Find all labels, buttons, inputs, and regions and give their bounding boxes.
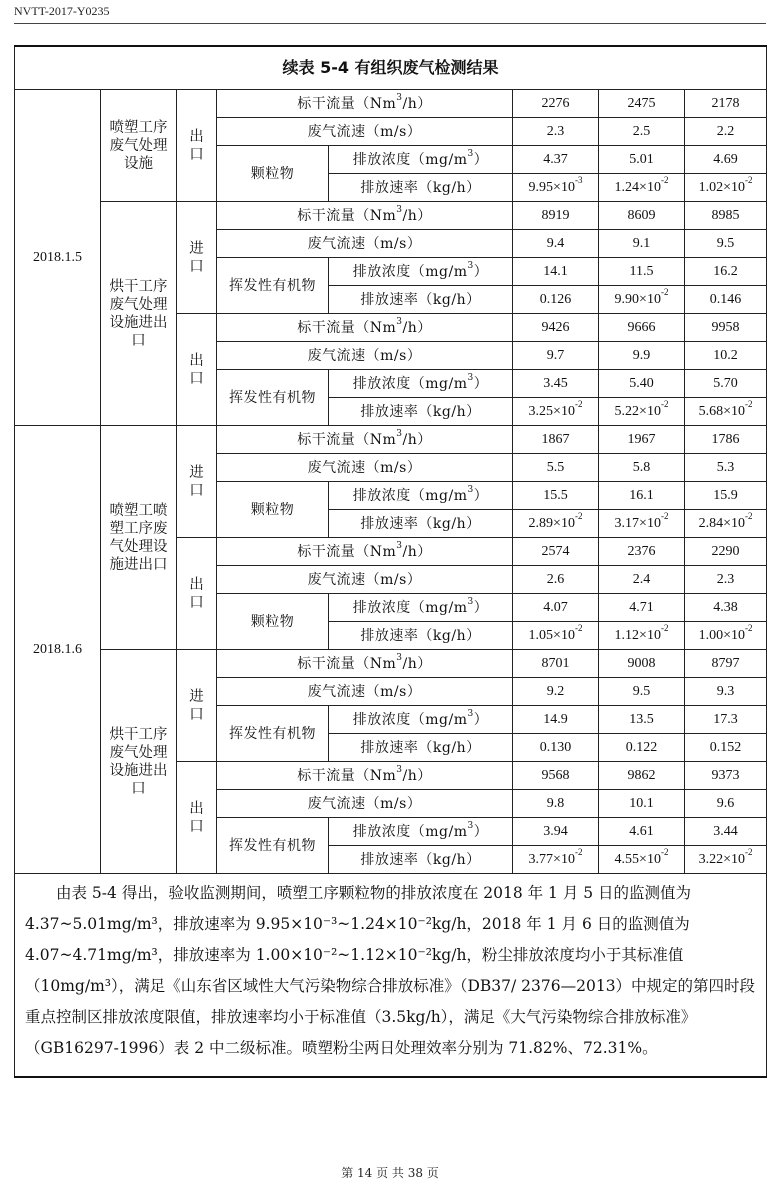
parameter-cell: 排放速率（kg/h） [329, 622, 513, 650]
summary-paragraph: 由表 5-4 得出，验收监测期间，喷塑工序颗粒物的排放浓度在 2018 年 1 月 5 日的监测值为 4.37~5.01mg/m³，排放速率为 9.95×10⁻³~1.24×10⁻²kg/h，2018 年 1 月 6 日的监测值为 4.07~4.71mg/m³，排放速率为 1.00×10⁻²~1.12×10⁻²kg/h，粉尘排放浓度均小于其标准值（10mg/m³），满足《山东省区域性大气污染物综合排放标准》（DB37/ 2376—2013）中规定的第四时段重点控制区排放浓度限值，排放速率均小于标准值（3.5kg/h），满足《大气污染物综合排放标准》（GB16297-1996）表 2 中二级标准。喷塑粉尘两日处理效率分别为 71.82%、72.31%。 [25, 884, 756, 1057]
parameter-cell: 标干流量（Nm$^3$/h） [217, 426, 513, 454]
value-cell: 9.4 [513, 230, 599, 258]
value-cell: 15.5 [513, 482, 599, 510]
value-cell: $1.02\times 10^{-2}$ [685, 174, 767, 202]
port-cell: 出 口 [177, 762, 217, 874]
value-cell: 9568 [513, 762, 599, 790]
parameter-cell: 废气流速（m/s） [217, 118, 513, 146]
parameter-cell: 废气流速（m/s） [217, 678, 513, 706]
value-cell: 9008 [599, 650, 685, 678]
table-row [15, 426, 767, 454]
value-cell: 9.2 [513, 678, 599, 706]
parameter-cell: 排放浓度$(mg/m^3)$ [329, 594, 513, 622]
parameter-cell: 废气流速（m/s） [217, 566, 513, 594]
parameter-cell: 排放速率（kg/h） [329, 174, 513, 202]
value-cell: 8701 [513, 650, 599, 678]
parameter-cell: 排放浓度$(mg/m^3)$ [329, 370, 513, 398]
value-cell: 9.5 [685, 230, 767, 258]
parameter-cell: 排放浓度$(mg/m^3)$ [329, 258, 513, 286]
value-cell: 14.9 [513, 706, 599, 734]
value-cell: 2276 [513, 90, 599, 118]
sampling-date-cell: 2018.1.6 [15, 426, 101, 874]
value-cell: 0.122 [599, 734, 685, 762]
value-cell: 9666 [599, 314, 685, 342]
value-cell: 5.40 [599, 370, 685, 398]
port-cell: 进 口 [177, 426, 217, 538]
value-cell: 9958 [685, 314, 767, 342]
value-cell: 10.2 [685, 342, 767, 370]
table-row [15, 650, 767, 678]
value-cell: $4.55\times 10^{-2}$ [599, 846, 685, 874]
value-cell: $2.84\times 10^{-2}$ [685, 510, 767, 538]
sampling-date-cell: 2018.1.5 [15, 90, 101, 426]
value-cell: 16.1 [599, 482, 685, 510]
value-cell: 4.38 [685, 594, 767, 622]
pollutant-cell: 颗粒物 [217, 594, 329, 650]
port-cell: 出 口 [177, 538, 217, 650]
value-cell: 5.70 [685, 370, 767, 398]
port-cell: 出 口 [177, 314, 217, 426]
value-cell: 13.5 [599, 706, 685, 734]
value-cell: 5.5 [513, 454, 599, 482]
value-cell: 9.1 [599, 230, 685, 258]
value-cell: 1867 [513, 426, 599, 454]
table-row [15, 90, 767, 118]
value-cell: 4.61 [599, 818, 685, 846]
value-cell: 1786 [685, 426, 767, 454]
facility-cell: 烘干工序 废气处理 设施进出 口 [101, 650, 177, 874]
value-cell: $5.68\times 10^{-2}$ [685, 398, 767, 426]
value-cell: $1.00\times 10^{-2}$ [685, 622, 767, 650]
parameter-cell: 排放速率（kg/h） [329, 286, 513, 314]
facility-cell: 喷塑工喷 塑工序废 气处理设 施进出口 [101, 426, 177, 650]
value-cell: 16.2 [685, 258, 767, 286]
parameter-cell: 标干流量（Nm$^3$/h） [217, 90, 513, 118]
value-cell: $1.24\times 10^{-2}$ [599, 174, 685, 202]
parameter-cell: 标干流量（Nm$^3$/h） [217, 650, 513, 678]
value-cell: 5.8 [599, 454, 685, 482]
value-cell: 4.69 [685, 146, 767, 174]
document-code: NVTT-2017-Y0235 [14, 4, 110, 18]
value-cell: $1.05\times 10^{-2}$ [513, 622, 599, 650]
value-cell: 9.9 [599, 342, 685, 370]
parameter-cell: 废气流速（m/s） [217, 454, 513, 482]
value-cell: 2178 [685, 90, 767, 118]
value-cell: 9.8 [513, 790, 599, 818]
page-number: 第 14 页 共 38 页 [341, 1166, 439, 1180]
summary-row [15, 874, 767, 1078]
value-cell: 11.5 [599, 258, 685, 286]
value-cell: 3.45 [513, 370, 599, 398]
value-cell: 5.01 [599, 146, 685, 174]
value-cell: 2.6 [513, 566, 599, 594]
value-cell: 9862 [599, 762, 685, 790]
value-cell: $3.25\times 10^{-2}$ [513, 398, 599, 426]
value-cell: 8919 [513, 202, 599, 230]
value-cell: 8985 [685, 202, 767, 230]
parameter-cell: 排放速率（kg/h） [329, 510, 513, 538]
value-cell: 2475 [599, 90, 685, 118]
port-cell: 进 口 [177, 650, 217, 762]
value-cell: 17.3 [685, 706, 767, 734]
value-cell: $9.95\times 10^{-3}$ [513, 174, 599, 202]
value-cell: $1.12\times 10^{-2}$ [599, 622, 685, 650]
table-row [15, 202, 767, 230]
value-cell: 4.07 [513, 594, 599, 622]
parameter-cell: 废气流速（m/s） [217, 790, 513, 818]
value-cell: 9.3 [685, 678, 767, 706]
value-cell: 9.5 [599, 678, 685, 706]
parameter-cell: 废气流速（m/s） [217, 230, 513, 258]
value-cell: 0.126 [513, 286, 599, 314]
value-cell: 1967 [599, 426, 685, 454]
port-cell: 出 口 [177, 90, 217, 202]
parameter-cell: 排放浓度$(mg/m^3)$ [329, 482, 513, 510]
value-cell: 8609 [599, 202, 685, 230]
parameter-cell: 排放速率（kg/h） [329, 846, 513, 874]
value-cell: 4.71 [599, 594, 685, 622]
parameter-cell: 排放浓度$(mg/m^3)$ [329, 818, 513, 846]
value-cell: $3.22\times 10^{-2}$ [685, 846, 767, 874]
pollutant-cell: 颗粒物 [217, 146, 329, 202]
value-cell: 2.4 [599, 566, 685, 594]
pollutant-cell: 挥发性有机物 [217, 706, 329, 762]
value-cell: 10.1 [599, 790, 685, 818]
value-cell: 2.2 [685, 118, 767, 146]
value-cell: 0.152 [685, 734, 767, 762]
header-divider [14, 23, 766, 24]
parameter-cell: 标干流量（Nm$^3$/h） [217, 762, 513, 790]
value-cell: 2.5 [599, 118, 685, 146]
parameter-cell: 标干流量（Nm$^3$/h） [217, 314, 513, 342]
value-cell: 2574 [513, 538, 599, 566]
parameter-cell: 废气流速（m/s） [217, 342, 513, 370]
pollutant-cell: 挥发性有机物 [217, 258, 329, 314]
parameter-cell: 排放速率（kg/h） [329, 398, 513, 426]
value-cell: 3.94 [513, 818, 599, 846]
value-cell: $2.89\times 10^{-2}$ [513, 510, 599, 538]
value-cell: $5.22\times 10^{-2}$ [599, 398, 685, 426]
value-cell: 9.7 [513, 342, 599, 370]
facility-cell: 烘干工序 废气处理 设施进出 口 [101, 202, 177, 426]
value-cell: 5.3 [685, 454, 767, 482]
value-cell: 14.1 [513, 258, 599, 286]
value-cell: 2376 [599, 538, 685, 566]
value-cell: 0.146 [685, 286, 767, 314]
value-cell: $9.90\times 10^{-2}$ [599, 286, 685, 314]
value-cell: $3.17\times 10^{-2}$ [599, 510, 685, 538]
value-cell: $3.77\times 10^{-2}$ [513, 846, 599, 874]
value-cell: 2.3 [513, 118, 599, 146]
pollutant-cell: 颗粒物 [217, 482, 329, 538]
value-cell: 2.3 [685, 566, 767, 594]
value-cell: 9373 [685, 762, 767, 790]
port-cell: 进 口 [177, 202, 217, 314]
parameter-cell: 标干流量（Nm$^3$/h） [217, 202, 513, 230]
facility-cell: 喷塑工序 废气处理 设施 [101, 90, 177, 202]
value-cell: 8797 [685, 650, 767, 678]
parameter-cell: 标干流量（Nm$^3$/h） [217, 538, 513, 566]
value-cell: 2290 [685, 538, 767, 566]
value-cell: 9.6 [685, 790, 767, 818]
pollutant-cell: 挥发性有机物 [217, 818, 329, 874]
value-cell: 3.44 [685, 818, 767, 846]
value-cell: 0.130 [513, 734, 599, 762]
value-cell: 4.37 [513, 146, 599, 174]
value-cell: 9426 [513, 314, 599, 342]
parameter-cell: 排放浓度$(mg/m^3)$ [329, 146, 513, 174]
parameter-cell: 排放速率（kg/h） [329, 734, 513, 762]
summary-cell [15, 874, 767, 1078]
emission-results-table [14, 45, 767, 1078]
parameter-cell: 排放浓度$(mg/m^3)$ [329, 706, 513, 734]
table-title: 续表 5-4 有组织废气检测结果 [15, 46, 767, 90]
pollutant-cell: 挥发性有机物 [217, 370, 329, 426]
value-cell: 15.9 [685, 482, 767, 510]
